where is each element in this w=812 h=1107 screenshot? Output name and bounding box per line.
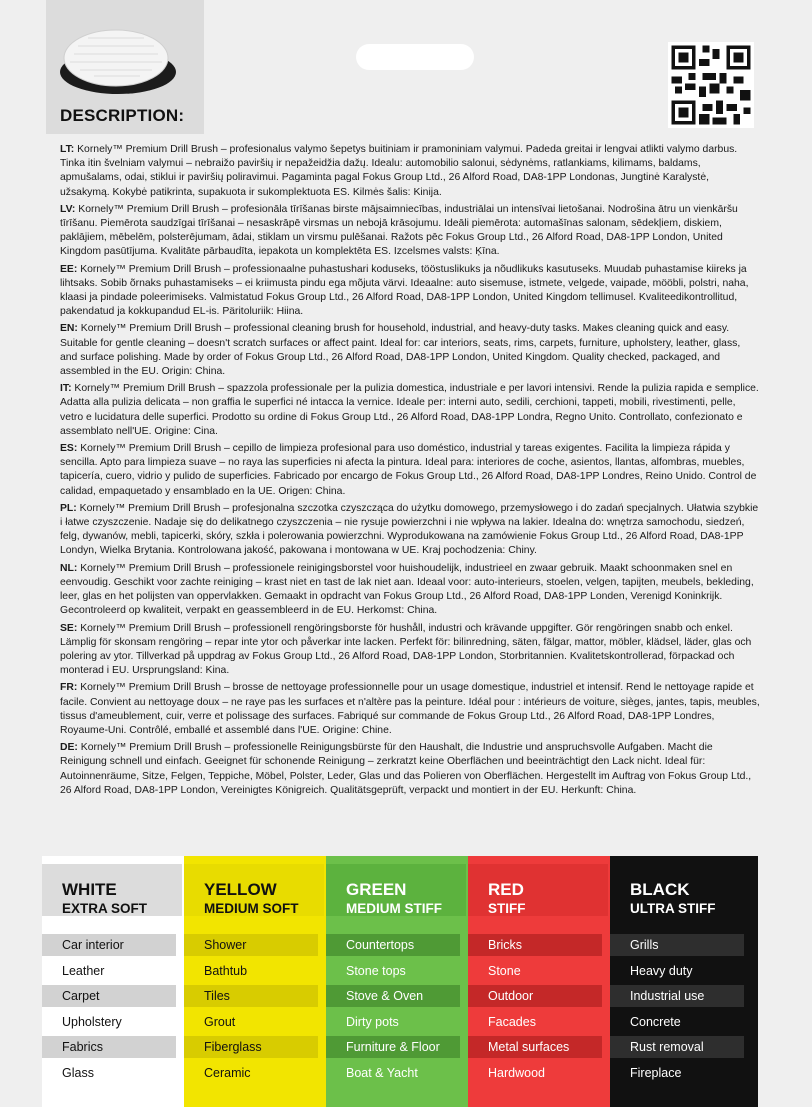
brush-color-name: YELLOW <box>204 880 277 899</box>
brush-use-item: Boat & Yacht <box>346 1066 418 1080</box>
brush-stiffness-label: STIFF <box>488 901 526 916</box>
brush-column-black <box>610 856 758 1107</box>
brush-use-item: Upholstery <box>62 1014 122 1029</box>
description-paragraph <box>60 263 760 320</box>
description-text: Kornely™ Premium Drill Brush – professional cleaning brush for household, industrial, and heavy-duty tasks. Makes cleaning quick and easy. Suitable for gentle cleaning – doesn't scratch surfaces or affect paint. Ideal for: car interiors, seats, rims, carpets, furniture, upholstery, leather, glass, and surface polishing. Made by order of Fokus Group Ltd., 26 Alford Road, DA8-1PP London, United Kingdom. Quality checked, packaged, and assembled in the EU. Origin: China. <box>60 323 741 378</box>
description-paragraph <box>60 442 760 499</box>
brush-use-item: Dirty pots <box>346 1014 399 1029</box>
description-heading: DESCRIPTION: <box>60 106 185 125</box>
language-code: NL: <box>60 562 78 574</box>
brush-column-green <box>326 856 474 1107</box>
language-code: DE: <box>60 742 78 754</box>
hang-hole <box>356 44 474 70</box>
description-text: Kornely™ Premium Drill Brush – brosse de nettoyage professionnelle pour un usage domestique, industriel et intensif. Rend le nettoyage rapide et facile. Convient au nettoyage doux – ne raye pas les surfaces et n'altère pas la peinture. Idéal pour : intérieurs de voiture, sièges, jantes, tapis, meubles, tissus d'ameublement, cuir, verre et polissage des surfaces. Fabriqué sur commande de Fokus Group Ltd., 26 Alford Road, DA8-1PP Londres, Royaume-Uni. Contrôlé, emballé et assemblé dans l'UE. Origine: Chine. <box>60 682 760 736</box>
description-paragraph <box>60 322 760 379</box>
description-text: Kornely™ Premium Drill Brush – spazzola professionale per la pulizia domestica, industriale e per lavori intensivi. Rende la pulizia rapida e semplice. Adatta alla pulizia delicata – non graffia le superfici né intacca la vernice. Ideale per: interni auto, sedili, cerchioni, tappeti, mobili, rivestimenti, pelle, vetro e lucidatura delle superfici. Prodotto su ordine di Fokus Group Ltd., 26 Alford Road, DA8-1PP Londra, Regno Unito. Controllato, confezionato e assemblato nell'UE. Origine: Cina. <box>60 383 759 437</box>
brush-stiffness-label: MEDIUM STIFF <box>346 901 442 916</box>
brush-use-item: Concrete <box>630 1014 681 1029</box>
brush-use-item: Stove & Oven <box>326 985 460 1007</box>
brush-column-header <box>42 864 182 916</box>
brush-use-item: Shower <box>184 934 318 956</box>
description-paragraph <box>60 502 760 559</box>
language-code: LV: <box>60 203 76 215</box>
brush-use-item: Stone <box>488 963 521 978</box>
description-text: Kornely™ Premium Drill Brush – professionele reinigingsborstel voor huishoudelijk, industrieel en zwaar gebruik. Maakt schoonmaken snel en eenvoudig. Geschikt voor zachte reiniging – krast niet en tast de lak niet aan. Ideaal voor: auto-interieurs, stoelen, velgen, tapijten, meubels, bekleding, leer, glas en het polijsten van oppervlakken. Gemaakt in opdracht van Fokus Group Ltd., 26 Alford Road, DA8-1PP Londen, Verenigd Koninkrijk. Gecontroleerd op kwaliteit, verpakt en geassembleerd in de EU. Herkomst: China. <box>60 562 754 617</box>
brush-use-item: Fireplace <box>630 1066 682 1080</box>
language-code: FR: <box>60 682 78 694</box>
description-text: Kornely™ Premium Drill Brush – profesionāla tīrīšanas birste mājsaimniecības, industriālai un intensīvai lietošanai. Nodrošina ātru un vienkāršu tīrīšanu. Piemērota saudzīgai tīrīšanai – nesaskrāpē virsmas un nebojā krāsojumu. Ideāli piemērota: automašīnas salonam, sēdekļiem, diskiem, paklājiem, mēbelēm, polsterējumam, ādai, stiklam un virsmu pulēšanai. Ražots pēc Fokus Group Ltd., 26 Alford Road, DA8-1PP London, United Kingdom pasūtījuma. Kvalitāte pārbaudīta, iepakota un komplektēta ES. Izcelsmes valsts: Ķīna. <box>60 203 738 258</box>
brush-use-item: Tiles <box>184 985 318 1007</box>
multilingual-description <box>60 143 760 801</box>
brush-use-item: Metal surfaces <box>468 1036 602 1058</box>
brush-use-item: Heavy duty <box>630 963 693 978</box>
brush-use-item: Bathtub <box>204 963 248 978</box>
brush-use-item: Outdoor <box>468 985 602 1007</box>
brush-stiffness-table <box>42 856 755 1107</box>
description-text: Kornely™ Premium Drill Brush – profesjonalna szczotka czyszcząca do użytku domowego, przemysłowego i do zadań specjalnych. Ułatwia szybkie i łatwe czyszczenie. Nadaje się do delikatnego czyszczenia – nie rysuje powierzchni i nie wpływa na lakier. Idealna do: wnętrza samochodu, siedzeń, felg, dywanów, mebli, tapicerki, skóry, szkła i polerowania powierzchni. Wyprodukowana na zamówienie Fokus Group Ltd., 26 Alford Road, DA8-1PP Londyn, Wielka Brytania. Kontrolowana jakość, pakowana i montowana w UE. Kraj pochodzenia: Chiny. <box>60 502 759 557</box>
description-text: Kornely™ Premium Drill Brush – profesionalus valymo šepetys buitiniam ir pramoniniam valymui. Padeda greitai ir lengvai atlikti valymo darbus. Tinka itin švelniam valymui – nebraižo paviršių ir nepažeidžia dažų. Idealu: automobilio salonui, sėdynėms, ratlankiams, kilimams, baldams, apmušalams, odai, stiklui ir paviršių poliravimui. Pagaminta pagal Fokus Group Ltd., 26 Alford Road, DA8-1PP Londonas, Jungtinė Karalystė, užsakymą. Kokybė patikrinta, supakuota ir sukomplektuota ES. Kilmės šalis: Kinija. <box>60 144 738 198</box>
description-text: Kornely™ Premium Drill Brush – professionell rengöringsborste för hushåll, industri och krävande uppgifter. Gör rengöringen snabb och enkel. Lämplig för skonsam rengöring – repar inte ytor och påverkar inte lacken. Perfekt för: bilinredning, säten, fälgar, mattor, möbler, klädsel, läder, glas och polering av ytor. Tillverkad på uppdrag av Fokus Group Ltd., 26 Alford Road, DA8-1PP London, Storbritannien. Kvalitetskontrollerad, förpackad och monterad i EU. Ursprungsland: Kina. <box>60 622 752 677</box>
brush-color-name: BLACK <box>630 880 690 899</box>
brush-use-item: Grills <box>610 934 744 956</box>
brush-column-header <box>184 864 324 916</box>
brush-use-item: Facades <box>488 1014 536 1029</box>
brush-stiffness-label: EXTRA SOFT <box>62 901 148 916</box>
description-text: Kornely™ Premium Drill Brush – cepillo de limpieza profesional para uso doméstico, industrial y tareas exigentes. Facilita la limpieza rápida y sencilla. Apto para limpieza suave – no raya las superficies ni afecta la pintura. Ideal para: interiores de coche, asientos, llantas, alfombras, muebles, tapicería, cuero, vidrio y pulido de superficies. Fabricado por encargo de Fokus Group Ltd., 26 Alford Road, DA8-1PP Londres, Reino Unido. Control de calidad, empaquetado y ensamblado en la UE. Origen: China. <box>60 443 757 497</box>
language-code: IT: <box>60 383 72 395</box>
description-paragraph <box>60 562 760 619</box>
language-code: SE: <box>60 622 78 634</box>
brush-color-name: WHITE <box>62 880 117 899</box>
description-paragraph <box>60 382 760 439</box>
brush-column-white <box>42 856 190 1107</box>
brush-use-item: Furniture & Floor <box>326 1036 460 1058</box>
language-code: PL: <box>60 502 77 514</box>
brush-column-header <box>468 864 608 916</box>
description-paragraph <box>60 622 760 679</box>
brush-use-item: Hardwood <box>488 1066 545 1080</box>
brush-use-item: Leather <box>62 963 105 978</box>
language-code: ES: <box>60 443 78 455</box>
brush-use-item: Car interior <box>42 934 176 956</box>
drill-brush-image <box>54 14 178 98</box>
brush-stiffness-label: MEDIUM SOFT <box>204 901 299 916</box>
brush-stiffness-label: ULTRA STIFF <box>630 901 716 916</box>
language-code: EN: <box>60 323 78 335</box>
description-paragraph <box>60 741 760 798</box>
description-paragraph <box>60 143 760 200</box>
brush-use-item: Rust removal <box>610 1036 744 1058</box>
brush-use-item: Glass <box>62 1066 94 1080</box>
brush-use-item: Grout <box>204 1014 236 1029</box>
brush-color-name: RED <box>488 880 524 899</box>
language-code: EE: <box>60 263 78 275</box>
description-paragraph <box>60 203 760 260</box>
brush-column-yellow <box>184 856 332 1107</box>
description-text: Kornely™ Premium Drill Brush – professionaalne puhastushari koduseks, tööstuslikuks ja nõudlikuks kasutuseks. Muudab puhastamise kiireks ja lihtsaks. Sobib õrnaks puhastamiseks – ei kriimusta pindu ega mõjuta värvi. Ideaalne: auto sisemuse, istmete, velgede, vaipade, mööbli, polstri, naha, klaasi ja pindade poleerimiseks. Valmistatud Fokus Group Ltd., 26 Alford Road, DA8-1PP London, United Kingdom tellimusel. Kvaliteedikontrollitud, pakendatud ja kokkupandud EL-is. Päritoluriik: Hiina. <box>60 263 749 318</box>
language-code: LT: <box>60 144 75 155</box>
brush-color-name: GREEN <box>346 880 407 899</box>
brush-use-item: Countertops <box>326 934 460 956</box>
qr-code <box>668 42 754 128</box>
brush-use-item: Stone tops <box>346 963 406 978</box>
brush-use-item: Ceramic <box>204 1066 251 1080</box>
brush-column-header <box>326 864 466 916</box>
description-paragraph <box>60 681 760 738</box>
brush-use-item: Fabrics <box>42 1036 176 1058</box>
brush-use-item: Fiberglass <box>184 1036 318 1058</box>
brush-column-red <box>468 856 616 1107</box>
brush-use-item: Bricks <box>468 934 602 956</box>
description-text: Kornely™ Premium Drill Brush – professionelle Reinigungsbürste für den Haushalt, die Industrie und anspruchsvolle Aufgaben. Macht die Reinigung schnell und einfach. Geeignet für schonende Reinigung – zerkratzt keine Oberflächen und beeinträchtigt den Lack nicht. Ideal für: Autoinnenräume, Sitze, Felgen, Teppiche, Möbel, Polster, Leder, Glas und das Polieren von Oberflächen. Hergestellt im Auftrag von Fokus Group Ltd., 26 Alford Road, DA8-1PP London, Vereinigtes Königreich. Qualitätsgeprüft, verpackt und montiert in der EU. Herkunft: China. <box>60 742 752 796</box>
brush-column-header <box>610 864 750 916</box>
brush-use-item: Carpet <box>42 985 176 1007</box>
brush-use-item: Industrial use <box>610 985 744 1007</box>
